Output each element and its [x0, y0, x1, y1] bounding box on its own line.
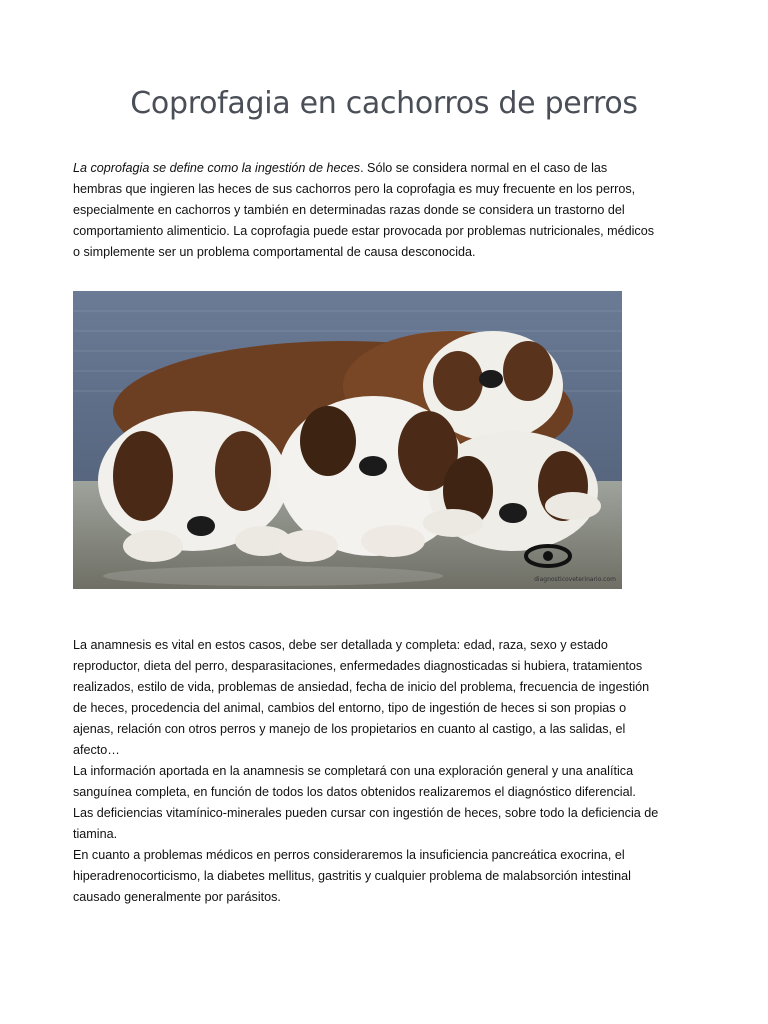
- image-watermark: diagnosticoveterinario.com: [534, 576, 616, 583]
- puppies-photo: [73, 291, 622, 589]
- paragraph-anamnesis: La anamnesis es vital en estos casos, debe ser detallada y completa: edad, raza, sexo y estado reproductor, dieta del perro, desparasitaciones, enfermedades diagnosticadas si hubiera, tratamientos realizados, estilo de vida, problemas de ansiedad, fecha de inicio del problema, frecuencia de ingestión de heces, procedencia del animal, cambios del entorno, tipo de ingestión de heces si son propias o ajenas, relación con otros perros y manejo de los propietarios en cuanto al castigo, a las salidas, el afecto…: [73, 638, 650, 757]
- page-title: Coprofagia en cachorros de perros: [130, 86, 638, 121]
- intro-paragraph: [73, 158, 659, 263]
- intro-rest: . Sólo se considera normal en el caso de las hembras que ingieren las heces de sus cachorros pero la coprofagia es muy frecuente en los perros, especialmente en cachorros y también en determinadas razas donde se considera un trastorno del comportamiento alimenticio. La coprofagia puede estar provocada por problemas nutricionales, médicos o simplemente ser un problema comportamental de causa desconocida.: [73, 161, 655, 259]
- paragraph-exploracion: La información aportada en la anamnesis se completará con una exploración general y una analítica sanguínea completa, en función de todos los datos obtenidos realizaremos el diagnóstico diferencial. Las deficiencias vitamínico-minerales pueden cursar con ingestión de heces, sobre todo la deficiencia de tiamina.: [73, 764, 659, 841]
- intro-lead-italic: La coprofagia se define como la ingestión de heces: [73, 161, 361, 175]
- body-text: [73, 635, 659, 908]
- puppies-illustration: [73, 291, 622, 589]
- paragraph-problemas-medicos: En cuanto a problemas médicos en perros consideraremos la insuficiencia pancreática exocrina, el hiperadrenocorticismo, la diabetes mellitus, gastritis y cualquier problema de malabsorción intestinal causado generalmente por parásitos.: [73, 848, 631, 904]
